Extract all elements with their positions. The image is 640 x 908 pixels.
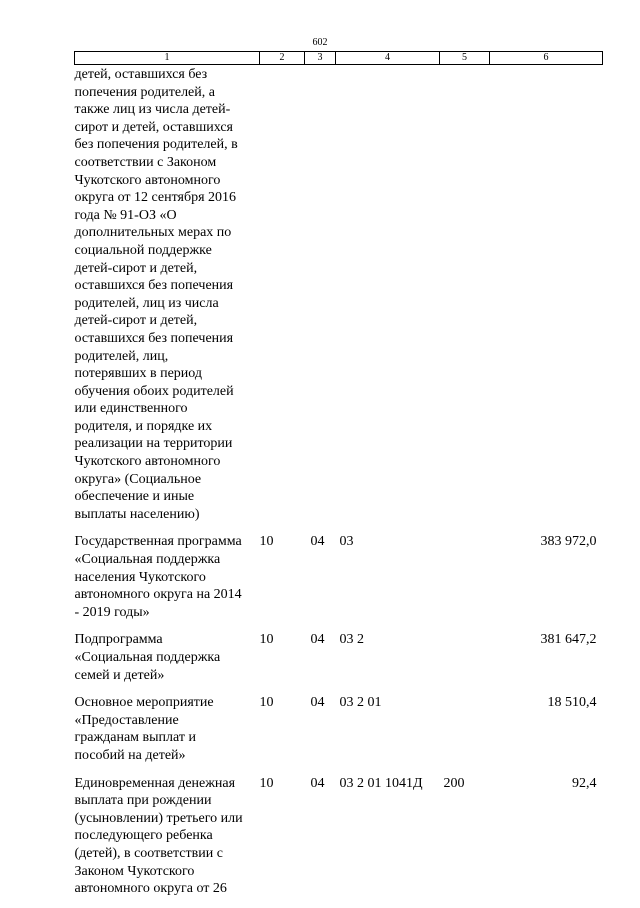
item-name: Государственная программа «Социальная поддержка населения Чукотского автономного округа на 2014 - 2019 годы» (74, 534, 242, 620)
subsection-code (305, 65, 336, 534)
column-header: 2 (260, 52, 305, 65)
subsection-code: 04 (310, 632, 325, 648)
expense-type-code: 200 (443, 775, 465, 791)
item-name: Основное мероприятие «Предоставление гражданам выплат и пособий на детей» (74, 695, 214, 763)
amount: 383 972,0 (540, 534, 597, 550)
amount: 18 510,4 (547, 695, 597, 711)
item-name: детей, оставшихся без попечения родителей, а также лиц из числа детей- сирот и детей, оставшихся без попечения родителей, в соответствии с Законом Чукотского автономного округа от 12 сентября 2016 года № 91-ОЗ «О дополнительных мерах по социальной поддержке детей-сирот и детей, оставшихся без попечения родителей, лиц из числа детей-сирот и детей, оставшихся без попечения родителей, лиц, потерявших в период обучения обоих родителей или единственного родителя, и порядке их реализации на территории Чукотского автономного округа» (Социальное обеспечение и иные выплаты населению) (74, 67, 238, 522)
column-header: 1 (75, 52, 260, 65)
table-row (75, 631, 603, 694)
amount: 381 647,2 (540, 632, 597, 648)
amount: 92,4 (572, 775, 597, 791)
table-row (75, 65, 603, 534)
page-number: 602 (312, 37, 328, 48)
subsection-code: 04 (310, 775, 325, 791)
column-header: 3 (305, 52, 336, 65)
item-name: Подпрограмма «Социальная поддержка семей и детей» (74, 632, 221, 683)
section-code: 10 (259, 632, 274, 648)
budget-table (74, 51, 603, 908)
section-code (260, 65, 305, 534)
target-article-code: 03 (339, 534, 354, 550)
section-code: 10 (259, 534, 274, 550)
expense-type-code (440, 631, 490, 694)
expense-type-code (440, 694, 490, 774)
column-header: 6 (490, 52, 603, 65)
subsection-code: 04 (310, 534, 325, 550)
expense-type-code (440, 533, 490, 631)
target-article-code: 03 2 01 1041Д (339, 775, 423, 791)
table-row (75, 775, 603, 908)
table-row (75, 694, 603, 774)
section-code: 10 (259, 775, 274, 791)
target-article-code: 03 2 01 (339, 695, 382, 711)
item-name: Единовременная денежная выплата при рождении (усыновлении) третьего или последующего ребенка (детей), в соответствии с Законом Чукотского автономного округа от 26 (74, 775, 243, 897)
subsection-code: 04 (310, 695, 325, 711)
target-article-code (336, 65, 440, 534)
table-row (75, 533, 603, 631)
expense-type-code (440, 65, 490, 534)
section-code: 10 (259, 695, 274, 711)
target-article-code: 03 2 (339, 632, 364, 648)
column-header: 4 (336, 52, 440, 65)
amount (490, 65, 603, 534)
column-header: 5 (440, 52, 490, 65)
column-number-row (75, 52, 603, 65)
